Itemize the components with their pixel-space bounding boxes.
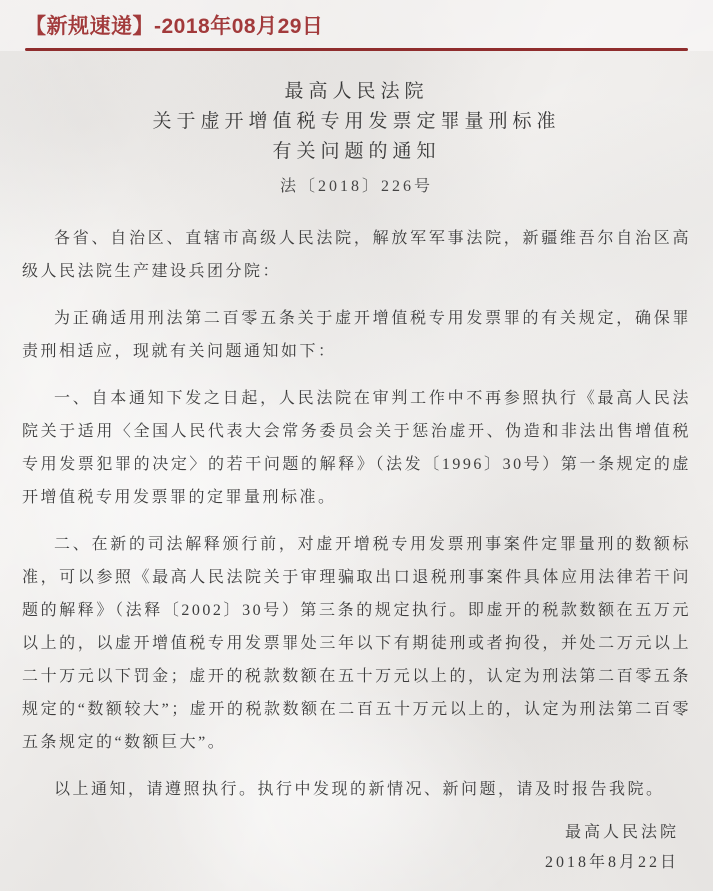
paragraph-closing: 以上通知，请遵照执行。执行中发现的新情况、新问题，请及时报告我院。 xyxy=(54,781,665,798)
paragraph-preamble: 为正确适用刑法第二百零五条关于虚开增值税专用发票罪的有关规定，确保罪责刑相适应，现就有关问题通知如下： xyxy=(22,310,691,360)
banner-title: 【新规速递】-2018年08月29日 xyxy=(25,15,324,38)
notice-title-line-1: 最高人民法院 xyxy=(284,81,429,102)
notice-title xyxy=(22,77,691,167)
document-number: 法〔2018〕226号 xyxy=(279,178,433,195)
notice-title-line-2: 关于虚开增值税专用发票定罪量刑标准 xyxy=(152,111,561,132)
news-banner xyxy=(0,0,713,51)
signature-block xyxy=(22,818,691,878)
issuing-authority: 最高人民法院 xyxy=(564,824,679,841)
paragraph-item-2: 二、在新的司法解释颁行前，对虚开增税专用发票刑事案件定罪量刑的数额标准，可以参照《最高人民法院关于审理骗取出口退税刑事案件具体应用法律若干问题的解释》（法释〔2002〕30号）第三条的规定执行。即虚开的税款数额在五万元以上的，以虚开增值税专用发票罪处三年以下有期徒刑或者拘役，并处二万元以上二十万元以下罚金；虚开的税款数额在五十万元以上的，认定为刑法第二百零五条规定的“数额较大”；虚开的税款数额在二百五十万元以上的，认定为刑法第二百零五条规定的“数额巨大”。 xyxy=(22,536,691,751)
paragraph-salutation: 各省、自治区、直辖市高级人民法院，解放军军事法院，新疆维吾尔自治区高级人民法院生产建设兵团分院： xyxy=(22,230,691,280)
paragraph-item-1: 一、自本通知下发之日起，人民法院在审判工作中不再参照执行《最高人民法院关于适用〈全国人民代表大会常务委员会关于惩治虚开、伪造和非法出售增值税专用发票犯罪的决定〉的若干问题的解释》（法发〔1996〕30号）第一条规定的虚开增值税专用发票罪的定罪量刑标准。 xyxy=(22,390,691,506)
notice-body xyxy=(22,222,691,806)
issue-date: 2018年8月22日 xyxy=(544,854,679,871)
notice-document xyxy=(0,51,713,878)
notice-title-line-3: 有关问题的通知 xyxy=(272,141,441,162)
